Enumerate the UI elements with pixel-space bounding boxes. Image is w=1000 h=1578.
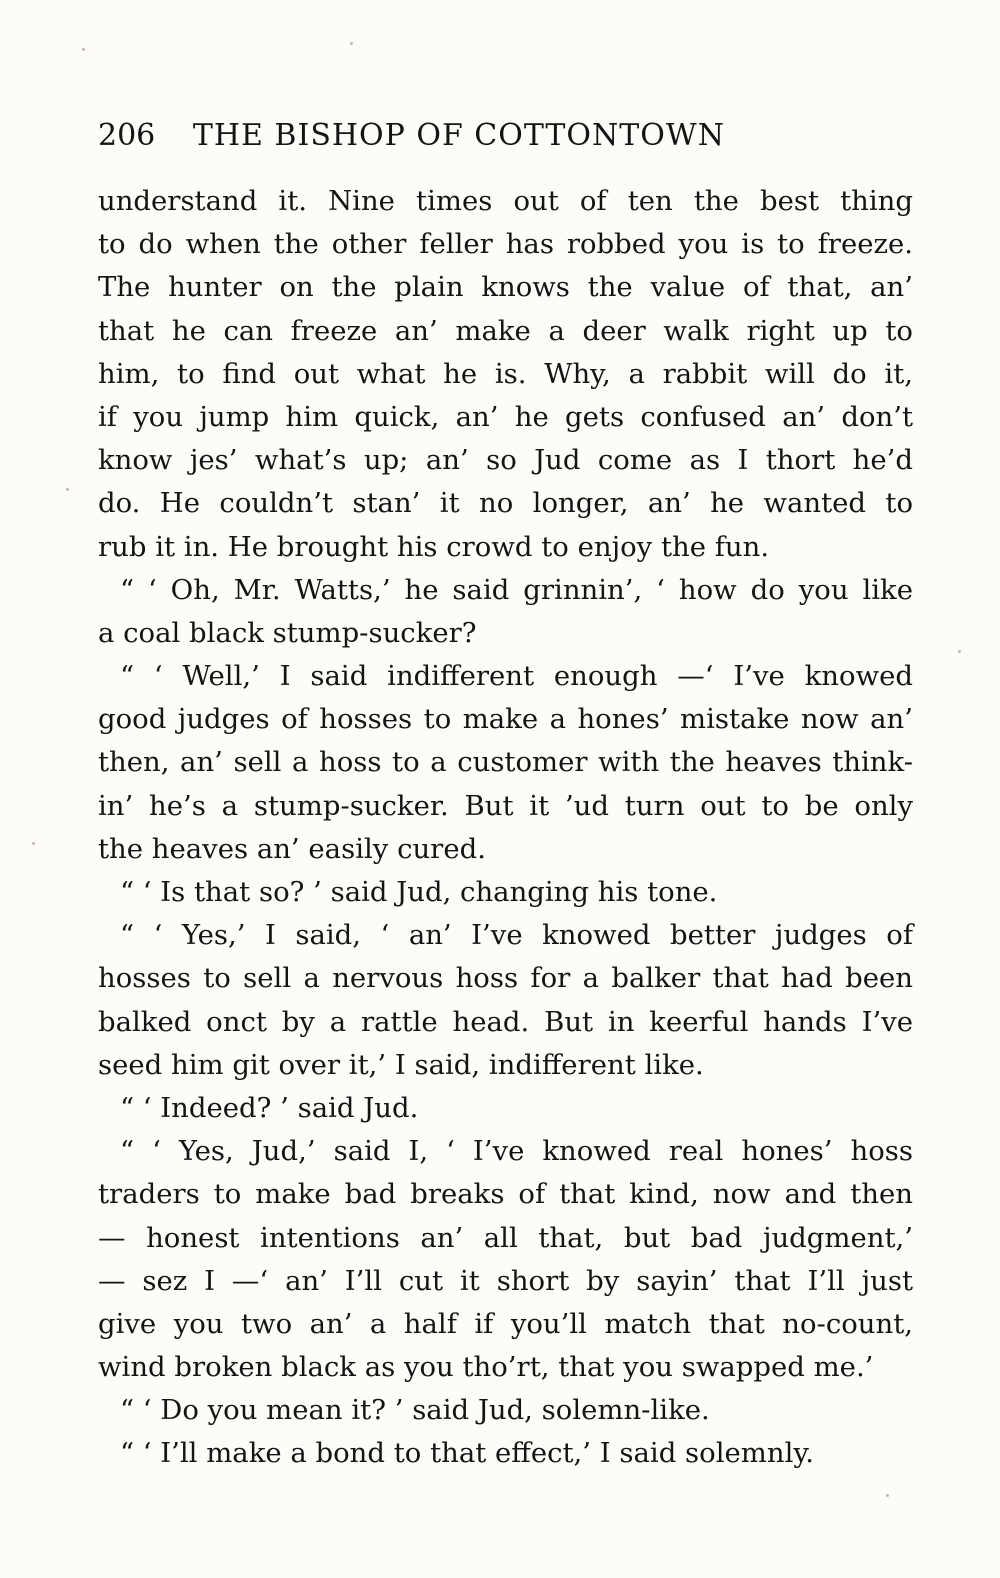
text-line: then, an’ sell a hoss to a customer with the heaves think- <box>98 746 913 779</box>
paper-speck <box>32 842 35 845</box>
text-line: “ ‘ Oh, Mr. Watts,’ he said grinnin’, ‘ how do you like <box>120 573 913 606</box>
text-line: rub it in. He brought his crowd to enjoy the fun. <box>98 530 770 563</box>
page-number: 206 <box>98 118 156 153</box>
running-head <box>98 112 918 160</box>
text-line: the heaves an’ easily cured. <box>98 832 486 865</box>
text-line: if you jump him quick, an’ he gets confused an’ don’t <box>98 400 913 433</box>
text-line: seed him git over it,’ I said, indifferent like. <box>98 1048 704 1081</box>
text-line: give you two an’ a half if you’ll match that no-count, <box>98 1307 913 1340</box>
text-line: hosses to sell a nervous hoss for a balker that had been <box>98 962 913 995</box>
text-line: — honest intentions an’ all that, but bad judgment,’ <box>98 1221 913 1254</box>
text-line: “ ‘ Is that so? ’ said Jud, changing his tone. <box>120 876 718 908</box>
text-line: “ ‘ Yes,’ I said, ‘ an’ I’ve knowed better judges of <box>120 919 913 952</box>
text-line: “ ‘ Well,’ I said indifferent enough —‘ I’ve knowed <box>120 660 913 693</box>
text-line: in’ he’s a stump-sucker. But it ’ud turn out to be only <box>98 789 913 822</box>
text-line: The hunter on the plain knows the value of that, an’ <box>98 271 913 304</box>
text-line: balked onct by a rattle head. But in keerful hands I’ve <box>98 1005 913 1038</box>
text-line: “ ‘ I’ll make a bond to that effect,’ I said solemnly. <box>120 1437 814 1470</box>
text-line: traders to make bad breaks of that kind, now and then <box>98 1178 913 1211</box>
text-line: to do when the other feller has robbed you is to freeze. <box>98 228 913 261</box>
paper-speck <box>350 42 353 45</box>
text-line: — sez I —‘ an’ I’ll cut it short by sayin’ that I’ll just <box>98 1264 913 1297</box>
paper-speck <box>82 48 85 51</box>
text-line: good judges of hosses to make a hones’ mistake now an’ <box>98 703 913 736</box>
text-line: that he can freeze an’ make a deer walk right up to <box>98 314 913 347</box>
text-line: “ ‘ Indeed? ’ said Jud. <box>120 1091 419 1124</box>
text-line: “ ‘ Do you mean it? ’ said Jud, solemn-like. <box>120 1394 710 1427</box>
text-line: know jes’ what’s up; an’ so Jud come as I thort he’d <box>98 444 913 477</box>
paper-speck <box>66 488 69 491</box>
text-line: a coal black stump-sucker? <box>98 616 477 649</box>
text-line: understand it. Nine times out of ten the best thing <box>98 185 913 217</box>
text-line: wind broken black as you tho’rt, that you swapped me.’ <box>98 1351 874 1384</box>
paper-speck <box>958 650 961 653</box>
text-line: do. He couldn’t stan’ it no longer, an’ he wanted to <box>98 487 913 520</box>
body-text <box>98 180 913 1476</box>
paper-speck <box>886 1494 889 1497</box>
text-line: “ ‘ Yes, Jud,’ said I, ‘ I’ve knowed real hones’ hoss <box>120 1135 913 1168</box>
text-line: him, to find out what he is. Why, a rabbit will do it, <box>98 357 913 390</box>
running-title: THE BISHOP OF COTTONTOWN <box>192 118 725 153</box>
